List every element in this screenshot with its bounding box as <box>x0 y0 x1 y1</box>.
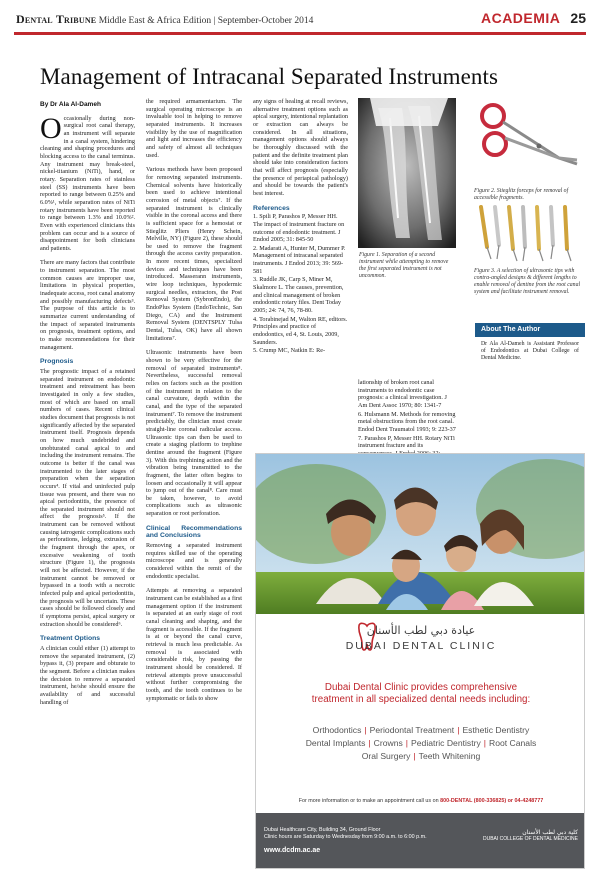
figure-2-caption: Figure 2. Stieglitz forceps for removal of accessible fragments. <box>474 188 569 201</box>
factors-paragraph: There are many factors that contribute to instrument separation. The most common causes are improper use, limitations in physical properties, inadequate access, root canal anatomy and possibly manufacturing defects³. The purpose of this article is to summarize current understanding of the impact of separated instruments on prognosis, treatment options, and to make recommendations for their management. <box>40 259 135 351</box>
header-publication-line <box>16 12 313 27</box>
edition-text: Middle East & Africa Edition | September-October 2014 <box>98 16 314 26</box>
figure-3-caption: Figure 3. A selection of ultrasonic tips with contra-angled designs & different lengths to enable removal of dentine from the root canal system and facilitate instrument removal. <box>474 268 581 295</box>
ad-services-list <box>256 724 585 763</box>
reference-item: lationship of broken root canal instruments to endodontic case prognosis: a clinical investigation. J Am Dent Assoc 1970; 80: 1341-7 <box>358 379 447 409</box>
armamentarium-paragraph: the required armamentarium. The surgical operating microscope is an invaluable tool in helping to remove separated instruments. It increases visibility by the use of magnification and light and increases the efficiency and safety of almost all techniques used. <box>146 98 242 159</box>
methods-paragraph: Various methods have been proposed for removing separated instruments. Chemical solvents have historically been used to achieve intentional corrosion of metal objects⁷. If the separated instrument is clinically visible in the coronal access and there is sufficient space for a hemostat or Stieglitz Pliers (Henry Schein, Melville, NY) (Figure 2), these should be used to remove the fragment through the access cavity preparation. In more recent times, specialized devices and techniques have been introduced. Masserann instruments, wire loop techniques, hypodermic surgical needles, extractors, the Post Removal System (SybronEndo), the EndoPlus System (EndoTechnic, San Diego, CA) and the Instrument Removal System (DENTSPLY Tulsa Dental, Tulsa, OK) have all shown limitations⁷. <box>146 166 242 342</box>
clinical-paragraph-1: Removing a separated instrument requires skilled use of the operating microscope and is generally considered within the remit of the endodontic specialist. <box>146 542 242 580</box>
reference-item: 3. Ruddle JK, Carp S, Miner M, Skalmore L. The causes, prevention, and clinical management of broken endodontic rotary files. Dent Today 2005; 24: 74, 76, 78-80. <box>253 276 344 315</box>
college-logo: كلية دبي لطب الأسنان DUBAI COLLEGE OF DENTAL MEDICINE <box>482 829 578 842</box>
figure-1-radiograph <box>358 98 456 248</box>
services-row-2: Dental Implants | Crowns | Pediatric Dentistry | Root Canals <box>305 738 537 748</box>
services-row-1: Orthodontics | Periodontal Treatment | Esthetic Dentistry <box>312 725 530 735</box>
about-author-box <box>475 323 585 381</box>
ad-footer <box>256 813 585 868</box>
ad-website: www.dcdm.ac.ae <box>264 847 321 854</box>
reference-item: 6. Hulsmann M. Methods for removing metal obstructions from the root canal. Endod Dent Traumatol 1993; 9: 223-37 <box>358 410 456 433</box>
conclusion-paragraph: any signs of healing at recall reviews, alternative treatment options such as apical surgery, intentional replantation or extraction can always be considered. In all situations, management options should always be thoroughly discussed with the patient and the definite treatment plan should take into consideration factors that will affect prognosis (especially the presence of periapical pathology) and should be towards the patient's best interest. <box>253 98 349 197</box>
family-photo <box>256 454 585 614</box>
ad-headline: Dubai Dental Clinic provides comprehensive treatment in all specialized dental needs including: <box>311 682 531 705</box>
section-name: ACADEMIA <box>480 10 561 26</box>
figure-3-ultrasonic-tips-photo <box>473 203 585 265</box>
ultrasonic-paragraph: Ultrasonic instruments have been shown to be very effective for the removal of separated instruments⁸. Nevertheless, successful removal relies on factors such as the position of the instrument in relation to the canal curvature, depth within the canal, and the type of the separated instrument⁷. To remove the instrument predictably, the clinician must create straight-line coronal radicular access. Ultrasonic tips can then be used to create a staging platform to trephine dentine around the fragment (Figure 3). With this trephining action and the vibration being transmitted to the fragment, the latter often begins to loosen and occasionally it will appear to jump out of the canal⁸. Care must be taken, however, to avoid complications such as ultrasonic separation or root perforation. <box>146 349 242 518</box>
intro-paragraph: Occasionally during non-surgical root canal therapy, an instrument will separate in a canal system, hindering cleaning and shaping procedures and blocking access to the canal terminus. Any instrument may break-steel, nickel-titanium (NiTi), hand, or rotary. Separation rates of stainless steel (SS) instruments have been reported to range between 0.25% and 6.0%¹, while separation rates of NiTi rotary instruments have been reported to range between 1.3% and 10.0%². Even with experienced clinicians this problem can occur and is a source of disappointment for both clinicians and patients. <box>40 111 135 252</box>
clinic-name-arabic: عيادة دبي لطب الأسنان <box>366 624 476 637</box>
services-row-3: Oral Surgery | Teeth Whitening <box>361 751 481 761</box>
publication-name: Dental Tribune <box>16 12 97 26</box>
treatment-paragraph: A clinician could either (1) attempt to remove the separated instrument, (2) bypass it, (3) prepare and obturate to the segment. Before a clinician makes the decision to remove a separated instrument, he/she should ensure the availability of and successful handling of <box>40 644 135 706</box>
reference-item: 5. Crump MC, Natkin E: Re- <box>253 347 326 355</box>
about-author-heading: About The Author <box>475 323 585 337</box>
reference-item: 1. Spili P, Parashos P, Messer HH. The impact of instrument fracture on outcome of endodontic treatment. J Endod 2005; 31: 845-50 <box>253 213 345 244</box>
prognosis-paragraph: The prognostic impact of a retained separated instrument on endodontic treatment and retreatment has been investigated in only a few studies, most of which are based on small numbers of cases. Recent clinical studies document that prognosis is not significantly affected by the separated instrument itself. Prognosis depends on how much undebrided and unobturated canal apical to and including the instrument remains. The outcome is better if the canal was instrumented to the later stages of preparation when the separation occurs⁴. If vital and uninfected pulp tissue was present, and there was no apical periodontitis, the presence of the separated instrument should not affect the prognosis⁵. If the instrument can be removed without causing iatrogenic complications such as perforations, ledging, extrusion of the fragment through the apex, or excessive weakening of tooth structure (Figure 1), the prognosis will not be affected. However, if the instrument cannot be removed or bypassed in a tooth with a necrotic infected pulp and apical periodontitis, the prognosis will be uncertain. These cases should be followed closely and if symptoms persist, apical surgery or extraction should be considered⁶. <box>40 368 135 628</box>
header-section <box>481 10 586 28</box>
page-number: 25 <box>570 10 586 26</box>
treatment-heading: Treatment Options <box>40 635 101 643</box>
prognosis-heading: Prognosis <box>40 358 74 366</box>
ad-contact-line: For more information or to make an appointment call us on 800-DENTAL (800-336825) or 04-4248777 <box>298 798 544 804</box>
reference-item: 4. Torabinejad M, Walton RE, editors. Principles and practice of endodontics, ed 4, St. Louis, 2009, Saunders. <box>253 315 348 346</box>
article-title: Management of Intracanal Separated Instruments <box>40 64 499 89</box>
figure-1-caption: Figure 1. Separation of a second instrument while attempting to remove the first separated instrument is not uncommon. <box>359 252 449 279</box>
dropcap: O <box>40 111 62 145</box>
header-rule <box>14 32 586 35</box>
article-column-2 <box>146 98 242 709</box>
dubai-dental-clinic-ad <box>255 453 585 869</box>
reference-item: 7. Parashos P, Messer HH. Rotary NiTi instrument fracture and its <box>358 434 455 450</box>
article-column-1 <box>40 101 135 713</box>
clinical-paragraph-2: Attempts at removing a separated instrument can be established as a first management option if the instrument is separated at an early stage of root canal cleaning and shaping, and the fragment is accessible. If the fragment is at or beyond the canal curve, retrieval is much less predictable. As removal is associated with considerable risk, by passing the instrument should be considered. If retrieval attempts prove unsuccessful without further compromising the tooth, and the tooth continues to be symptomatic or fails to show <box>146 587 242 702</box>
ad-phone: 800-DENTAL (800-336825) or 04-4248777 <box>440 798 544 804</box>
figure-2-forceps-photo <box>473 98 585 186</box>
references-heading: References <box>253 204 290 212</box>
article-column-3 <box>253 98 348 356</box>
clinic-name-english: DUBAI DENTAL CLINIC <box>345 640 497 652</box>
reference-item: 2. Madarati A, Hunter M, Dummer P. Management of intracanal separated instruments. J Endod 2013; 39: 569-581 <box>253 244 346 275</box>
about-author-text: Dr Ala Al-Dameh is Assistant Professor of Endodontics at Dubai College of Dental Medicine. <box>481 341 579 361</box>
byline: By Dr Ala Al-Dameh <box>40 101 101 108</box>
page-header <box>0 0 600 44</box>
clinical-heading: Clinical Recommendations and Conclusions <box>146 524 242 540</box>
ad-address: Dubai Healthcare City, Building 34, Ground Floor Clinic hours are Saturday to Wednesday from 9:00 a.m. to 6:00 p.m. <box>264 827 427 840</box>
